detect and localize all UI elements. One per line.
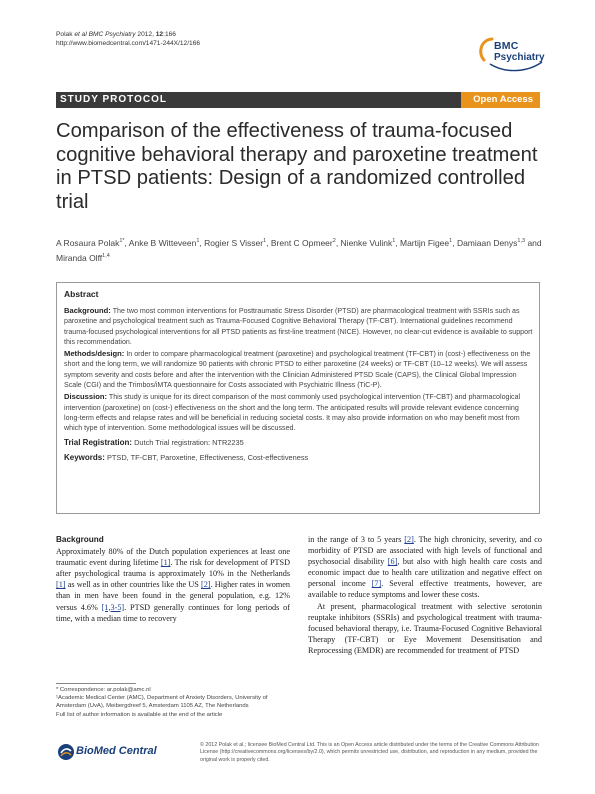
author[interactable]: Rogier S Visser$^1$ [204, 237, 267, 248]
citation-volume: 12 [155, 31, 164, 38]
abstract-box [56, 282, 540, 514]
abstract-trial-registration: Trial Registration: Dutch Trial registration: NTR2235 [64, 438, 244, 448]
citation-line [56, 30, 200, 39]
footnote-divider [56, 683, 136, 684]
body-column-right [308, 534, 542, 656]
reference-link[interactable]: [7] [371, 579, 382, 589]
author[interactable]: A Rosaura Polak$^{1*}$ [56, 237, 125, 248]
citation-year: 2012, [137, 31, 154, 38]
body-paragraph: Approximately 80% of the Dutch population experiences at least one traumatic event during lifetime [1]. The risk for development of PTSD after psychological trauma is approximately 10% in the Netherlands [1] as well as in other countries like the US [2]. Higher rates in women than in men have been found in the general population, e.g. 12% versus 4.6% [1,3-5]. PTSD generally continues for long periods of time, with a median time to recovery [56, 547, 291, 623]
citation-url[interactable]: http://www.biomedcentral.com/1471-244X/12/166 [56, 40, 201, 47]
body-paragraph: in the range of 3 to 5 years [2]. The high chronicity, severity, and co morbidity of PTSD are associated with high levels of functional and psychosocial disability [6], but also with high health care costs and economic impact due to health care utilization and negative effect on personal income [7]. Several effective treatments, however, are available to reduce symptoms and lower these costs. [308, 535, 542, 600]
abstract-keywords: Keywords: PTSD, TF-CBT, Paroxetine, Effectiveness, Cost-effectiveness [64, 453, 309, 463]
reference-link[interactable]: [2] [404, 535, 414, 544]
bmc-psychiatry-logo [476, 34, 546, 78]
correspondence-note: * Correspondence: ar.polak@amc.nl [56, 687, 151, 693]
reference-link[interactable]: [1] [160, 558, 171, 568]
article-type-banner [56, 92, 540, 108]
author[interactable]: and Miranda Olff$^{1,4}$ [56, 237, 542, 263]
abstract-discussion: Discussion: This study is unique for its direct comparison of the most commonly used psychological intervention (TF-CBT) and pharmacological intervention (paroxetine) on (cost-) effectiveness on the short and the long term. The anticipated results will provide relevant evidence concerning long-term effects and relapse rates and will be beneficial in reducing societal costs. It may also provide information on who may benefit most from which type of intervention. Some methodological issues will be discussed. [64, 392, 521, 433]
full-list-note: Full list of author information is available at the end of the article [56, 711, 223, 718]
logo-line1: BMC [494, 40, 519, 52]
author[interactable]: Damiaan Denys$^{1,3}$ [456, 237, 526, 248]
author[interactable]: Nienke Vulink$^1$ [340, 237, 396, 248]
footer-logo-text: BioMed Central [76, 745, 157, 757]
reference-link[interactable]: [1,3-5] [101, 602, 125, 612]
citation-article: :166 [163, 31, 176, 38]
abstract-background: Background: The two most common interventions for Posttraumatic Stress Disorder (PTSD) are pharmacological treatment with SSRIs such as paroxetine and psychological treatment such as Trauma-Focused Cognitive Behavioral Therapy (TF-CBT). International guidelines recommend trauma-focused psychological interventions for all PTSD patients as first-line treatment (NICE). However, no clear-cut evidence is available to support this recommendation. [64, 306, 533, 346]
reference-link[interactable]: [1] [56, 580, 66, 590]
footnotes [56, 686, 292, 719]
abstract-heading: Abstract [64, 289, 99, 299]
author[interactable]: Martijn Figee$^1$ [400, 237, 453, 248]
citation-etal: et al [74, 31, 87, 38]
reference-link[interactable]: [2] [201, 580, 211, 590]
license-text: © 2012 Polak et al.; licensee BioMed Central Ltd. This is an Open Access article distributed under the terms of the Creative Commons Attribution License (http://creativecommons.org/licenses/by/2.0), which permits unrestricted use, distribution, and reproduction in any medium, provided the original work is properly cited. [200, 742, 539, 763]
author[interactable]: Brent C Opmeer$^2$ [270, 237, 336, 248]
author-list: A Rosaura Polak$^{1*}$, Anke B Witteveen$^1$, Rogier S Visser$^1$, Brent C Opmeer$^2$, Nienke Vulink$^1$, Martijn Figee$^1$, Damiaan Denys$^{1,3}$ and Miranda Olff$^{1,4}$ [56, 237, 542, 263]
citation-journal: BMC Psychiatry [88, 31, 136, 38]
section-heading-background: Background [56, 535, 104, 544]
author[interactable]: Anke B Witteveen$^1$ [128, 237, 200, 248]
article-type-label: STUDY PROTOCOL [60, 94, 167, 105]
article-title: Comparison of the effectiveness of trauma-focused cognitive behavioral therapy and paroxetine treatment in PTSD patients: Design of a randomized controlled trial [56, 120, 538, 213]
body-column-left [56, 534, 290, 624]
abstract-methods: Methods/design: In order to compare pharmacological treatment (paroxetine) and psychological treatment (TF-CBT) in (cost-) effectiveness on the short and the long term, we will randomize 90 patients with chronic PTSD to either paroxetine (24 weeks) or TF-CBT (10–12 weeks). We will assess symptom severity and costs before and after the intervention with the Clinician Administered PTSD Scale (CAPS), the Clinical Global Impression Scale (CGI) and the Trimbos/iMTA questionnaire for Costs associated with Psychiatric Illness (TiC-P). [64, 349, 531, 389]
biomed-central-logo-icon [56, 742, 76, 762]
body-paragraph: At present, pharmacological treatment with selective serotonin reuptake inhibitors (SSRIs) and psychological treatment with trauma-focused behavioral therapy, i.e. Trauma-Focused Cognitive Behavioral Therapy (TF-CBT) or Eye Movement Desensitisation and Reprocessing (EMDR) are recommended for treatment of PTSD [308, 601, 542, 655]
reference-link[interactable]: [6] [387, 557, 398, 567]
citation-authors: Polak [56, 31, 73, 38]
open-access-badge: Open Access [461, 92, 540, 108]
biomed-central-logo [56, 742, 176, 764]
citation-header [56, 30, 200, 48]
affiliation-note: ¹Academic Medical Center (AMC), Department of Anxiety Disorders, University of Amsterdam (UvA), Meibergdreef 5, Amsterdam 1105 AZ, The Netherlands [56, 695, 268, 710]
logo-line2: Psychiatry [494, 52, 545, 63]
